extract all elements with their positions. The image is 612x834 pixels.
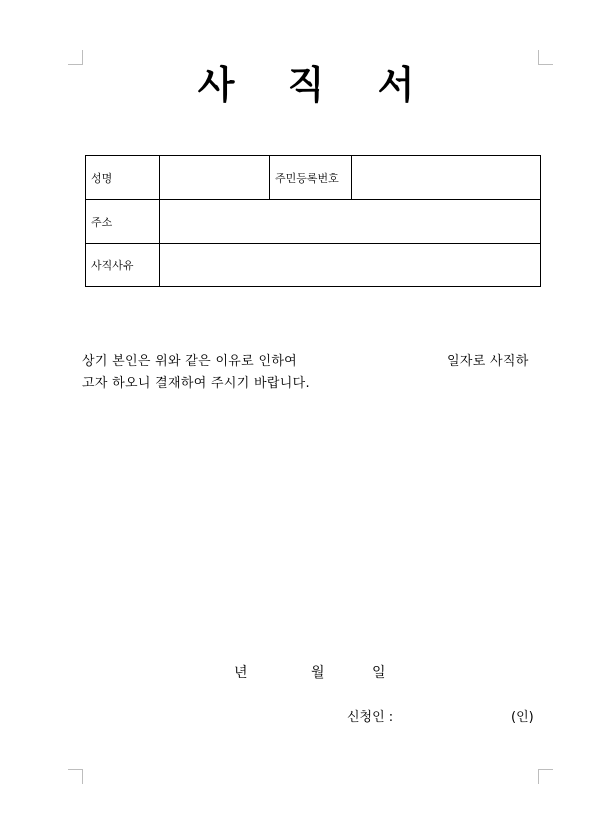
crop-mark-bottom-right [538, 769, 553, 784]
month-label: 월 [311, 665, 325, 681]
address-value-cell[interactable] [160, 200, 541, 244]
document-title: 사 직 서 [197, 63, 435, 107]
year-label: 년 [234, 665, 248, 681]
info-table [85, 155, 541, 287]
rrn-value-cell[interactable] [352, 156, 541, 200]
table-row-reason [86, 244, 541, 287]
name-label: 성명 [86, 156, 160, 200]
body-line-2: 고자 하오니 결재하여 주시기 바랍니다. [82, 376, 310, 391]
day-label: 일 [372, 665, 386, 681]
table-row-address [86, 200, 541, 244]
body-line-1-left: 상기 본인은 위와 같은 이유로 인하여 [82, 354, 298, 369]
seal-label: (인) [511, 710, 534, 725]
reason-label: 사직사유 [86, 244, 160, 287]
applicant-label: 신청인 : [347, 710, 394, 725]
body-line-1 [82, 351, 542, 373]
reason-value-cell[interactable] [160, 244, 541, 287]
body-paragraph [82, 351, 542, 395]
table-row-name [86, 156, 541, 200]
rrn-label: 주민등록번호 [270, 156, 352, 200]
crop-mark-bottom-left [68, 769, 83, 784]
name-value-cell[interactable] [160, 156, 270, 200]
body-line-1-right: 일자로 사직하 [447, 354, 529, 369]
address-label: 주소 [86, 200, 160, 244]
